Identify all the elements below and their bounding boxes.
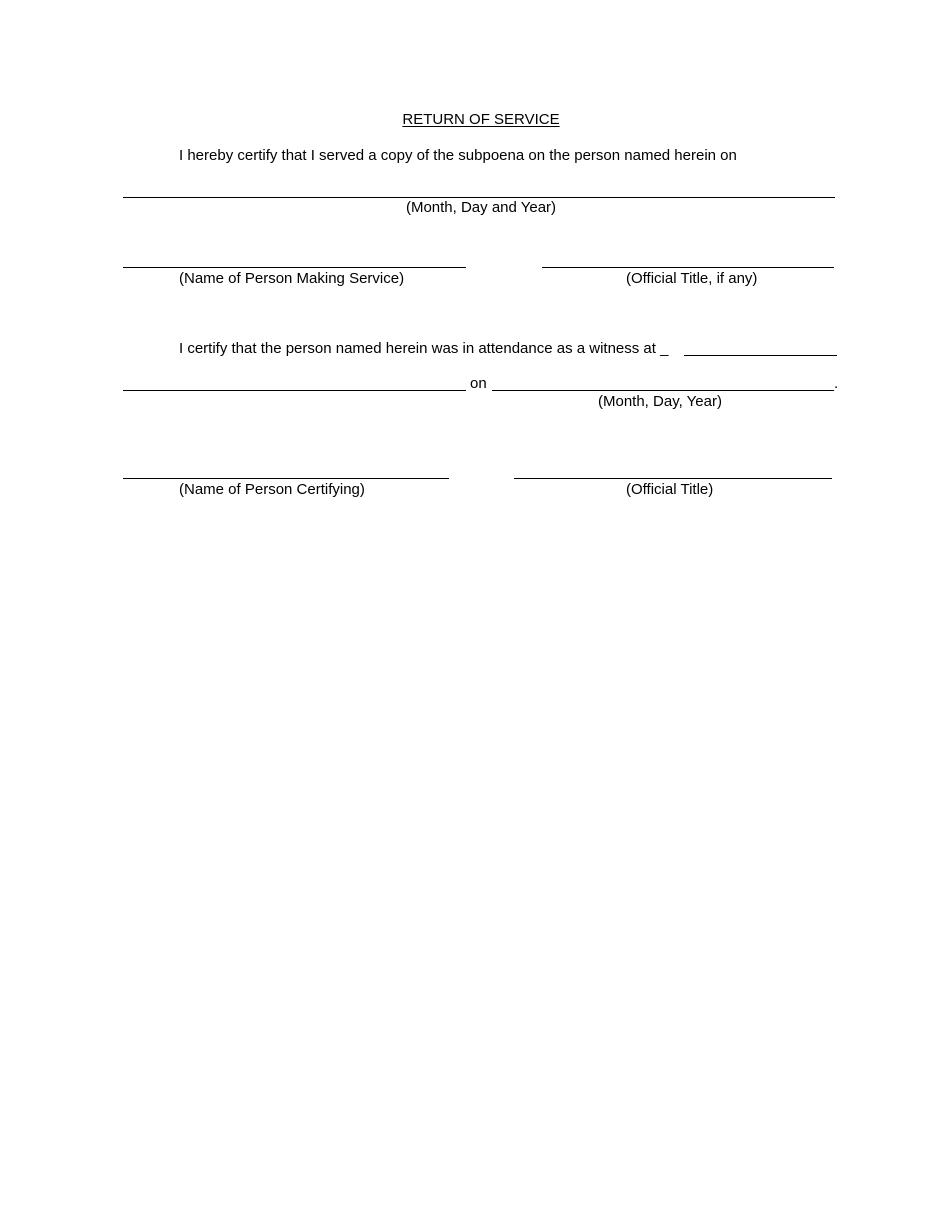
attendance-date-line[interactable] [492,390,834,391]
server-name-label: (Name of Person Making Service) [179,270,405,287]
period-mark: . [834,375,839,392]
server-name-line[interactable] [123,267,466,268]
server-title-line[interactable] [542,267,834,268]
attendance-location-line[interactable] [684,355,837,356]
attendance-date-label: (Month, Day, Year) [598,393,722,410]
service-date-label: (Month, Day and Year) [405,199,557,216]
certifier-title-label: (Official Title) [626,481,714,498]
service-statement: I hereby certify that I served a copy of the subpoena on the person named herein on [179,147,737,164]
certifier-title-line[interactable] [514,478,832,479]
on-word: on [470,375,487,392]
certifier-name-label: (Name of Person Certifying) [179,481,365,498]
certifier-name-line[interactable] [123,478,449,479]
attendance-location-line-continued[interactable] [123,390,466,391]
service-date-line[interactable] [123,197,835,198]
server-title-label: (Official Title, if any) [626,270,758,287]
form-title: RETURN OF SERVICE [402,111,560,128]
attendance-statement: I certify that the person named herein was in attendance as a witness at _ [179,340,669,357]
